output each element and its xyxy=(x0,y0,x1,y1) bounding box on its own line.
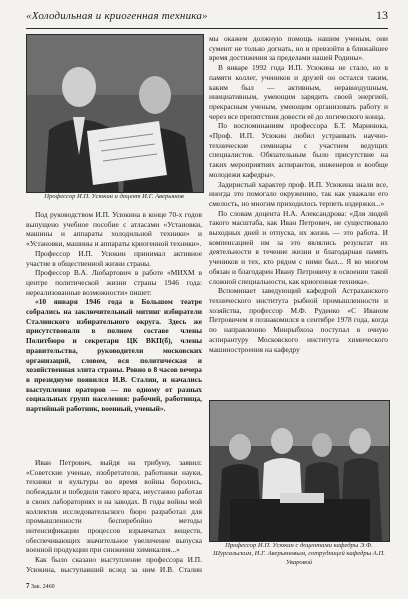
right-column xyxy=(209,34,388,398)
left-column-lower xyxy=(26,458,202,576)
quote-paragraph: «10 января 1946 года в Большом театре собрались на заключительный митинг избиратели Сталинского избирательного округа. Здесь же присутствовали в полном составе члены Политбюро и секретари ЦК ВКП(б), члены правительства, руководители московских организаций, словом, вся политическая и хозяйственная элита страны. Ровно в 8 часов вечера в президиуме появился И.В. Сталин, и начались выступления ораторов — по одному от разных социальных групп населения: рабочий, работница, партийный работник, военный, ученый». xyxy=(26,297,202,414)
photo2-illustration xyxy=(210,401,389,541)
paragraph: Вспоминает заведующий кафедрой Астраханского технического института рыбной промышленности и хозяйства, профессор М.Ф. Руденко «С Иваном Петровичем я познакомился в сентябре 1978 года, когда по направлению Минрыбхоза поступал в очную аспирантуру Московского института химического машиностроения на кафедру xyxy=(209,286,388,354)
paragraph: Под руководством И.П. Усюкина в конце 70-х годов выпущено учебное пособие с атласами «Установки, машины и аппараты холодильной техники» и «Установки, машины и аппараты криогенной техники». xyxy=(26,210,202,249)
photo1-caption: Профессор И.П. Усюкин и доцент И.Г. Аверьянов xyxy=(44,193,184,200)
paragraph: Задиристый характер проф. И.П. Усюкина знали все, иногда это помогало окружению, так как уважали его смелость, но многим приходилось терпеть издержки...» xyxy=(209,179,388,208)
paragraph: Профессор И.П. Усюкин принимал активное участие в общественной жизни страны. xyxy=(26,248,202,268)
paragraph: По воспоминаниям профессора Б.Т. Маринюка, «Проф. И.П. Усюкин любил устраивать научно-технические семинары с участием ведущих специалистов. Обязательным было присутствие на таких мероприятиях аспирантов, инженеров и вообще молодежи кафедры». xyxy=(209,121,388,179)
photo-usyukin-averyanov xyxy=(26,34,204,193)
photo-group-department xyxy=(209,400,390,542)
paragraph: мы окажем должную помощь нашим ученым, они сумеют не только догнать, но и превзойти в ближайшее время достижения за пределами нашей Родины». xyxy=(209,34,388,63)
paragraph: Иван Петрович, выйдя на трибуну, заявил: «Советские ученые, изобретатели, работники науки, техники и культуры во время войны боролись, побеждали и победили такого врага, неустанно работая в своих лабораториях и на заводах. В годы войны мой коллектив исследовательского бюро разработал для промышленности бесперебойно методы интенсификации процессов взрывчатых веществ, обеспечивающих значительное увеличение выпуска военной продукции при снижении химикалия...» xyxy=(26,458,202,555)
paragraph: В январе 1992 года И.П. Усюкина не стало, но в памяти коллег, учеников и друзей он остался таким, каким был — активным, неравнодушным, инициативным, умеющим зарядить своей энергией, прекрасным ученым, умеющим организовать работу и через все препятствия довести её до логического конца. xyxy=(209,63,388,121)
photo2-caption: Профессор И.П. Усюкин с доцентами кафедры Э.Ф. Шургальским, И.Г. Аверьяновым, сотрудницей кафедры А.П. Уваровой xyxy=(213,542,385,566)
paragraph: Как было сказано выступление профессора И.П. Усюкина, выступавший вслед за ним И.В. Сталин xyxy=(26,555,202,574)
photo1-illustration xyxy=(27,35,203,192)
left-column-upper xyxy=(26,210,202,458)
page-header xyxy=(26,6,388,29)
page-number: 13 xyxy=(376,8,388,22)
page-footer xyxy=(26,582,55,590)
footer-marker: 7 xyxy=(26,582,30,590)
journal-title: «Холодильная и криогенная техника» xyxy=(26,10,208,22)
paragraph: Профессор В.А. Любартович в работе «МИХМ в центре политической жизни страны 1946 года: нереализованные возможности» пишет: xyxy=(26,268,202,297)
footer-text: Зак. 2460 xyxy=(31,584,55,590)
paragraph: По словам доцента Н.А. Александрова: «Для людей такого масштаба, как Иван Петрович, не существовало выходных дней и отпуска, их жизнь — это работа. И компенсацией им за это являлись результат их деятельности в течение жизни и благодарная память учеников и тех, кто рядом с ними был... Я во многом обязан и благодарен Ивану Петровичу в освоении такой сложной специальности, как криогенная техника». xyxy=(209,208,388,286)
